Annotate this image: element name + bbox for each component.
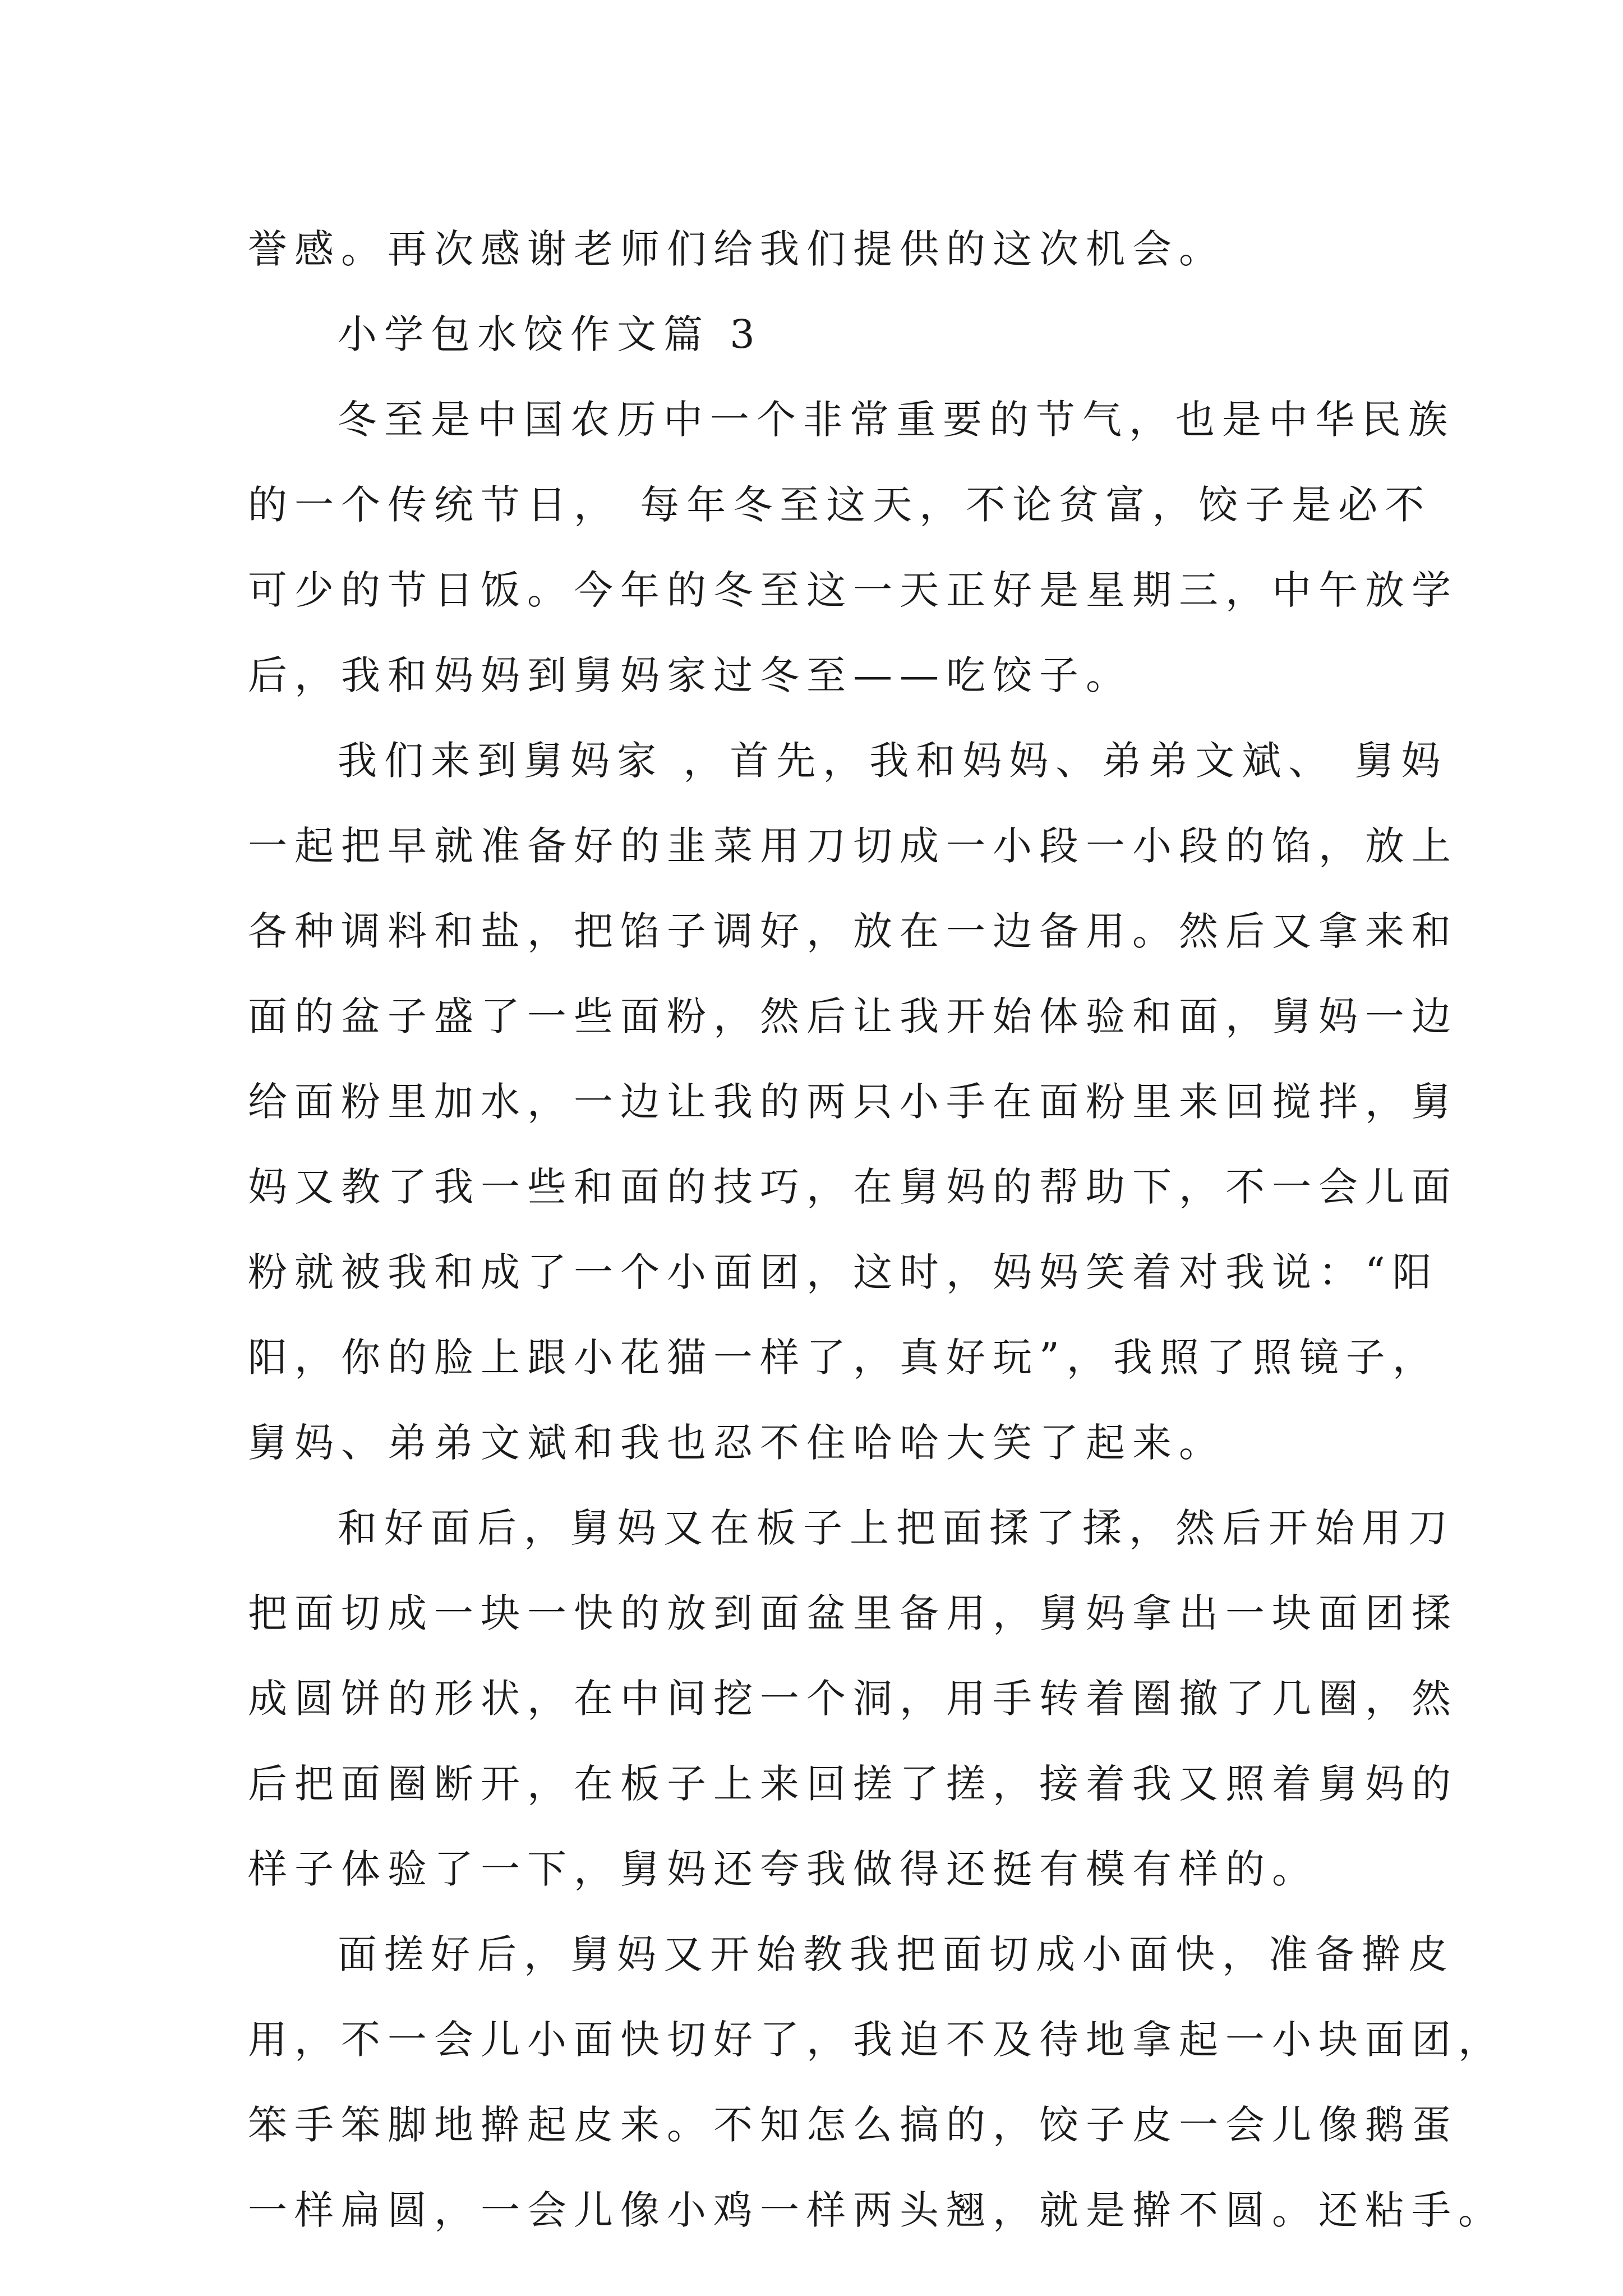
text-line-5: 可少的节日饭。今年的冬至这一天正好是星期三，中午放学 [248, 567, 1458, 613]
text-line-7: 我们来到舅妈家 ，首先，我和妈妈、弟弟文斌、 舅妈 [338, 738, 1448, 784]
text-line-19: 后把面圈断开，在板子上来回搓了搓，接着我又照着舅妈的 [248, 1761, 1458, 1807]
text-line-8: 一起把早就准备好的韭菜用刀切成一小段一小段的馅，放上 [248, 823, 1458, 869]
text-line-14: 阳，你的脸上跟小花猫一样了，真好玩”，我照了照镜子， [248, 1335, 1439, 1381]
text-line-21: 面搓好后，舅妈又开始教我把面切成小面快，准备擀皮 [338, 1931, 1455, 1977]
text-line-20: 样子体验了一下，舅妈还夸我做得还挺有模有样的。 [248, 1846, 1318, 1892]
text-line-17: 把面切成一块一快的放到面盆里备用，舅妈拿出一块面团揉 [248, 1590, 1458, 1636]
text-line-9: 各种调料和盐，把馅子调好，放在一边备用。然后又拿来和 [248, 908, 1458, 954]
text-line-13: 粉就被我和成了一个小面团，这时，妈妈笑着对我说：“阳 [248, 1249, 1439, 1295]
text-line-12: 妈又教了我一些和面的技巧，在舅妈的帮助下，不一会儿面 [248, 1164, 1458, 1210]
document-body [248, 206, 1505, 2253]
text-line-23: 笨手笨脚地擀起皮来。不知怎么搞的，饺子皮一会儿像鹅蛋 [248, 2102, 1458, 2148]
text-line-3: 冬至是中国农历中一个非常重要的节气，也是中华民族 [338, 397, 1455, 443]
text-line-4: 的一个传统节日， 每年冬至这天，不论贫富，饺子是必不 [248, 482, 1432, 528]
text-line-6: 后，我和妈妈到舅妈家过冬至——吃饺子。 [248, 652, 1132, 698]
text-line-10: 面的盆子盛了一些面粉，然后让我开始体验和面，舅妈一边 [248, 993, 1458, 1039]
text-line-1: 誉感。再次感谢老师们给我们提供的这次机会。 [248, 226, 1225, 272]
text-line-16: 和好面后，舅妈又在板子上把面揉了揉，然后开始用刀 [338, 1505, 1455, 1551]
text-line-22: 用，不一会儿小面快切好了，我迫不及待地拿起一小块面团， [248, 2017, 1505, 2063]
text-line-18: 成圆饼的形状，在中间挖一个洞，用手转着圈撤了几圈，然 [248, 1676, 1458, 1722]
text-line-11: 给面粉里加水，一边让我的两只小手在面粉里来回搅拌，舅 [248, 1079, 1458, 1125]
text-line-15: 舅妈、弟弟文斌和我也忍不住哈哈大笑了起来。 [248, 1420, 1225, 1466]
section-heading: 小学包水饺作文篇 3 [338, 311, 762, 357]
text-line-24: 一样扁圆，一会儿像小鸡一样两头翘，就是擀不圆。还粘手。 [248, 2187, 1505, 2233]
